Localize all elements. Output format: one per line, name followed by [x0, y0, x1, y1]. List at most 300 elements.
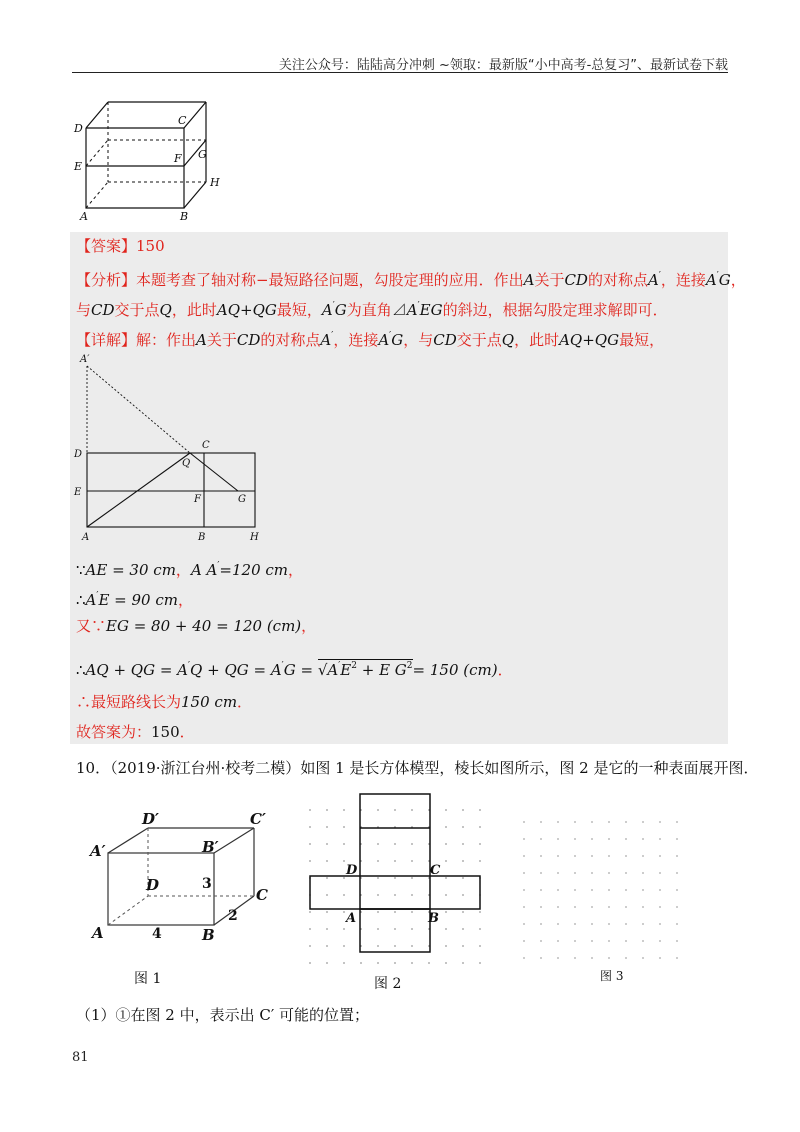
math: A — [647, 271, 659, 289]
text: + E G — [356, 661, 407, 679]
label-D: D — [146, 876, 160, 894]
grid-dot — [659, 923, 661, 925]
text: ． — [179, 723, 195, 741]
grid-dot — [411, 911, 413, 913]
figure-1 — [86, 808, 286, 988]
text: ， — [175, 561, 191, 579]
label-B: B — [180, 210, 189, 221]
grid-dot — [360, 962, 362, 964]
text: ． — [497, 661, 513, 679]
label-A: A — [80, 210, 88, 221]
grid-dot — [574, 940, 576, 942]
grid-dot — [326, 860, 328, 862]
grid-dot — [608, 855, 610, 857]
text: 与 — [76, 301, 92, 319]
math: CD — [433, 331, 457, 349]
text: 交于点 — [456, 331, 502, 349]
grid-dot — [445, 877, 447, 879]
page-header: 关注公众号：陆陆高分冲刺 ~领取：最新版“小中高考-总复习”、最新试卷下载 — [278, 58, 728, 73]
grid-dot — [591, 872, 593, 874]
grid-dot — [523, 940, 525, 942]
grid-dot — [445, 911, 447, 913]
grid-dot — [591, 821, 593, 823]
grid-dot — [676, 821, 678, 823]
text: ∴ — [76, 591, 86, 609]
grid-dot — [608, 923, 610, 925]
label-D: D — [74, 449, 83, 460]
grid-dot — [445, 945, 447, 947]
label-E: E — [74, 160, 83, 173]
text: ， — [301, 617, 317, 635]
figure-2 — [300, 790, 500, 995]
math: 150 cm — [181, 693, 238, 711]
math: CD — [91, 301, 115, 319]
math: A — [705, 271, 717, 289]
grid-dot — [591, 906, 593, 908]
grid-dot — [676, 906, 678, 908]
grid-dot — [343, 928, 345, 930]
grid-dot — [411, 894, 413, 896]
grid-dot — [540, 940, 542, 942]
text: 关于 — [534, 271, 565, 289]
grid-dot — [523, 906, 525, 908]
grid-dot — [445, 843, 447, 845]
grid-dot — [394, 911, 396, 913]
grid-dot — [591, 838, 593, 840]
math: G = — [283, 661, 314, 679]
grid-dot — [394, 894, 396, 896]
grid-dot — [462, 962, 464, 964]
question-text: 如图 1 是长方体模型，棱长如图所示，图 2 是它的一种表面展开图． — [300, 759, 759, 777]
grid-dot — [377, 894, 379, 896]
math: CD — [236, 331, 261, 349]
text: ，此时 — [171, 301, 217, 319]
math: A — [321, 301, 333, 319]
edge-length-4: 4 — [152, 926, 162, 942]
text: ， — [288, 561, 304, 579]
grid-dot — [574, 855, 576, 857]
grid-dot — [608, 957, 610, 959]
grid-dot — [659, 906, 661, 908]
grid-dot — [462, 928, 464, 930]
text: ，连接 — [660, 271, 706, 289]
grid-dot — [309, 962, 311, 964]
label-B: B — [428, 911, 439, 926]
grid-dot — [479, 928, 481, 930]
analysis-line-1: 【分析】本题考查了轴对称−最短路径问题，勾股定理的应用．作出A关于CD的对称点A′，连接A′G， — [76, 271, 746, 289]
unfolded-figure — [70, 350, 270, 546]
label-B: B — [198, 532, 206, 543]
sub-question-1: （1）①在图 2 中，表示出 C′ 可能的位置； — [76, 1006, 370, 1024]
math: A — [196, 331, 207, 349]
math: Q — [159, 301, 172, 319]
dot-grid — [523, 821, 678, 959]
grid-dot — [676, 838, 678, 840]
grid-dot — [659, 940, 661, 942]
text: 最短， — [619, 331, 665, 349]
grid-dot — [326, 826, 328, 828]
grid-dot — [557, 957, 559, 959]
label-G: G — [198, 148, 207, 161]
grid-dot — [343, 911, 345, 913]
label-B-prime: B′ — [202, 838, 219, 856]
label-C: C — [430, 863, 441, 878]
grid-dot — [377, 860, 379, 862]
grid-dot — [642, 872, 644, 874]
math: EG — [419, 301, 443, 319]
grid-dot — [625, 940, 627, 942]
grid-dot — [676, 940, 678, 942]
grid-dot — [394, 962, 396, 964]
edge-length-3: 3 — [202, 876, 212, 892]
text: ，此时 — [514, 331, 560, 349]
grid-dot — [523, 872, 525, 874]
grid-dot — [479, 945, 481, 947]
grid-dot — [642, 821, 644, 823]
grid-dot — [591, 855, 593, 857]
grid-dot — [574, 923, 576, 925]
math: EG = 80 + 40 = 120 (cm) — [106, 617, 302, 635]
grid-dot — [642, 906, 644, 908]
grid-dot — [343, 809, 345, 811]
grid-dot — [326, 928, 328, 930]
grid-dot — [608, 940, 610, 942]
grid-dot — [377, 843, 379, 845]
grid-dot — [642, 940, 644, 942]
figure-3 — [520, 810, 690, 985]
grid-dot — [625, 821, 627, 823]
grid-dot — [523, 923, 525, 925]
step-1: ∵AE = 30 cm，A A′=120 cm， — [76, 561, 304, 579]
text: 解：作出 — [136, 331, 197, 349]
text: ∵ — [76, 561, 86, 579]
text: 关于 — [206, 331, 237, 349]
grid-dot — [343, 945, 345, 947]
grid-dot — [574, 957, 576, 959]
grid-dot — [309, 928, 311, 930]
math: E = 90 cm — [98, 591, 178, 609]
grid-dot — [642, 838, 644, 840]
label-C: C — [256, 886, 268, 904]
grid-dot — [343, 843, 345, 845]
edge-length-2: 2 — [228, 908, 238, 924]
grid-dot — [479, 809, 481, 811]
math: AQ + QG = A — [85, 661, 188, 679]
label-H: H — [210, 176, 220, 189]
math: 150 — [151, 723, 180, 741]
grid-dot — [625, 889, 627, 891]
math: A — [523, 271, 535, 289]
grid-dot — [676, 889, 678, 891]
math: A A — [190, 561, 218, 579]
grid-dot — [462, 826, 464, 828]
grid-dot — [411, 809, 413, 811]
label-A: A — [82, 532, 90, 543]
text: 的对称点 — [587, 271, 648, 289]
grid-dot — [377, 945, 379, 947]
grid-dot — [377, 877, 379, 879]
grid-dot — [343, 894, 345, 896]
grid-dot — [462, 843, 464, 845]
grid-dot — [411, 945, 413, 947]
grid-dot — [462, 894, 464, 896]
grid-dot — [676, 957, 678, 959]
grid-dot — [557, 940, 559, 942]
grid-dot — [540, 855, 542, 857]
grid-dot — [625, 872, 627, 874]
grid-dot — [479, 911, 481, 913]
answer-value: 150 — [136, 237, 165, 255]
text: 的对称点 — [260, 331, 321, 349]
step-3 — [76, 616, 316, 636]
grid-dot — [608, 906, 610, 908]
grid-dot — [343, 826, 345, 828]
grid-dot — [608, 889, 610, 891]
math: CD — [564, 271, 588, 289]
grid-dot — [574, 872, 576, 874]
grid-dot — [394, 877, 396, 879]
grid-dot — [642, 957, 644, 959]
grid-dot — [642, 923, 644, 925]
grid-dot — [625, 855, 627, 857]
question-10 — [76, 757, 758, 778]
grid-dot — [343, 877, 345, 879]
grid-dot — [540, 906, 542, 908]
grid-dot — [608, 838, 610, 840]
label-D-prime: D′ — [142, 810, 159, 828]
grid-dot — [309, 809, 311, 811]
grid-dot — [557, 889, 559, 891]
label-A-prime: A′ — [80, 354, 90, 365]
grid-dot — [326, 894, 328, 896]
grid-dot — [557, 821, 559, 823]
grid-dot — [557, 855, 559, 857]
math: A — [378, 331, 390, 349]
label-Q: Q — [182, 458, 191, 469]
grid-dot — [411, 843, 413, 845]
math: = 150 (cm) — [412, 661, 498, 679]
grid-dot — [659, 889, 661, 891]
grid-dot — [445, 962, 447, 964]
text: A — [327, 661, 339, 679]
text: ∴ — [76, 661, 86, 679]
grid-dot — [608, 821, 610, 823]
grid-dot — [574, 889, 576, 891]
grid-dot — [479, 826, 481, 828]
question-source: （2019·浙江台州·校考二模） — [110, 759, 301, 777]
header-divider — [72, 72, 728, 73]
grid-dot — [557, 872, 559, 874]
math: A — [320, 331, 332, 349]
grid-dot — [523, 855, 525, 857]
math: A — [85, 591, 97, 609]
step-6 — [76, 722, 195, 742]
page-number: 81 — [72, 1050, 89, 1065]
text: ，与 — [403, 331, 434, 349]
grid-dot — [343, 860, 345, 862]
grid-dot — [608, 872, 610, 874]
grid-dot — [591, 923, 593, 925]
cuboid-figure — [72, 96, 232, 221]
grid-dot — [523, 889, 525, 891]
grid-dot — [377, 962, 379, 964]
grid-dot — [625, 957, 627, 959]
grid-dot — [445, 826, 447, 828]
figure-2-caption: 图 2 — [374, 976, 402, 992]
label-B: B — [202, 926, 215, 944]
math: G — [391, 331, 404, 349]
text: 交于点 — [114, 301, 160, 319]
grid-dot — [411, 962, 413, 964]
grid-dot — [462, 877, 464, 879]
grid-dot — [445, 928, 447, 930]
grid-dot — [394, 843, 396, 845]
text: 的斜边，根据勾股定理求解即可． — [442, 301, 668, 319]
grid-dot — [659, 872, 661, 874]
grid-dot — [309, 860, 311, 862]
grid-dot — [479, 860, 481, 862]
text: ， — [177, 591, 193, 609]
answer-line — [76, 236, 165, 256]
grid-dot — [377, 911, 379, 913]
label-G: G — [238, 494, 246, 505]
grid-dot — [523, 838, 525, 840]
label-H: H — [250, 532, 259, 543]
text: 本题考查了轴对称−最短路径问题，勾股定理的应用．作出 — [136, 271, 524, 289]
grid-dot — [591, 940, 593, 942]
text: ． — [237, 693, 253, 711]
grid-dot — [625, 923, 627, 925]
grid-dot — [540, 838, 542, 840]
text: ， — [730, 271, 746, 289]
dot-grid — [309, 809, 481, 964]
grid-dot — [326, 809, 328, 811]
grid-dot — [411, 877, 413, 879]
grid-dot — [309, 843, 311, 845]
label-F: F — [194, 494, 201, 505]
math: AQ+QG — [559, 331, 620, 349]
grid-dot — [343, 962, 345, 964]
grid-dot — [411, 860, 413, 862]
label-A: A — [346, 911, 357, 926]
grid-dot — [326, 945, 328, 947]
grid-dot — [445, 809, 447, 811]
grid-dot — [540, 872, 542, 874]
grid-dot — [428, 962, 430, 964]
detail-line: 【详解】解：作出A关于CD的对称点A′，连接A′G，与CD交于点Q，此时AQ+QG最短， — [76, 331, 665, 349]
grid-dot — [377, 809, 379, 811]
grid-dot — [540, 821, 542, 823]
math: =120 cm — [219, 561, 289, 579]
grid-dot — [377, 928, 379, 930]
grid-dot — [625, 838, 627, 840]
grid-dot — [479, 843, 481, 845]
grid-dot — [394, 860, 396, 862]
grid-dot — [326, 911, 328, 913]
grid-dot — [394, 809, 396, 811]
analysis-line-2: 与CD交于点Q，此时AQ+QG最短，A′G为直角⊿A′EG的斜边，根据勾股定理求解即可． — [76, 301, 668, 319]
grid-dot — [523, 821, 525, 823]
grid-dot — [676, 872, 678, 874]
grid-dot — [394, 945, 396, 947]
label-A-prime: A′ — [90, 842, 106, 860]
grid-dot — [411, 928, 413, 930]
grid-dot — [676, 923, 678, 925]
grid-dot — [557, 923, 559, 925]
grid-dot — [479, 962, 481, 964]
grid-dot — [574, 838, 576, 840]
figure-3-caption: 图 3 — [600, 969, 624, 983]
text: 最短， — [276, 301, 322, 319]
grid-dot — [326, 843, 328, 845]
text: ，连接 — [333, 331, 379, 349]
text: 又∵ — [76, 617, 107, 635]
grid-dot — [625, 906, 627, 908]
label-F: F — [174, 152, 182, 165]
text: 2 — [406, 661, 413, 671]
step-5 — [76, 692, 252, 712]
grid-dot — [540, 889, 542, 891]
math: G — [334, 301, 347, 319]
grid-dot — [557, 838, 559, 840]
grid-dot — [591, 957, 593, 959]
grid-dot — [659, 957, 661, 959]
step-2: ∴A′E = 90 cm， — [76, 591, 193, 609]
math: AE = 30 cm — [85, 561, 176, 579]
grid-dot — [309, 826, 311, 828]
math: AQ+QG — [216, 301, 277, 319]
grid-dot — [659, 821, 661, 823]
grid-dot — [462, 945, 464, 947]
grid-dot — [591, 889, 593, 891]
grid-dot — [445, 860, 447, 862]
grid-dot — [309, 945, 311, 947]
grid-dot — [326, 962, 328, 964]
grid-dot — [394, 928, 396, 930]
grid-dot — [642, 855, 644, 857]
label-C-prime: C′ — [250, 810, 266, 828]
label-C: C — [202, 440, 210, 451]
step-4: ∴AQ + QG = A′Q + QG = $A'G = √A'E^2 + E$ $G^2= 150$ (cm)． — [76, 661, 513, 679]
label-D: D — [346, 863, 358, 878]
grid-dot — [659, 855, 661, 857]
grid-dot — [557, 906, 559, 908]
grid-dot — [574, 821, 576, 823]
grid-dot — [642, 889, 644, 891]
answer-tag: 【答案】 — [76, 237, 137, 255]
question-number: 10． — [76, 759, 111, 777]
detail-tag: 【详解】 — [76, 331, 137, 349]
math: G — [718, 271, 731, 289]
text: 为直角 — [346, 301, 392, 319]
grid-dot — [445, 894, 447, 896]
text: 故答案为： — [76, 723, 152, 741]
math: Q + QG = A — [190, 661, 282, 679]
figure-1-caption: 图 1 — [134, 971, 162, 987]
label-C: C — [178, 114, 187, 127]
grid-dot — [462, 809, 464, 811]
grid-dot — [676, 855, 678, 857]
grid-dot — [540, 957, 542, 959]
text: E — [340, 661, 352, 679]
grid-dot — [462, 860, 464, 862]
label-E: E — [74, 487, 82, 498]
math: A — [406, 301, 418, 319]
text: ∴最短路线长为 — [76, 693, 182, 711]
grid-dot — [326, 877, 328, 879]
grid-dot — [462, 911, 464, 913]
grid-dot — [659, 838, 661, 840]
